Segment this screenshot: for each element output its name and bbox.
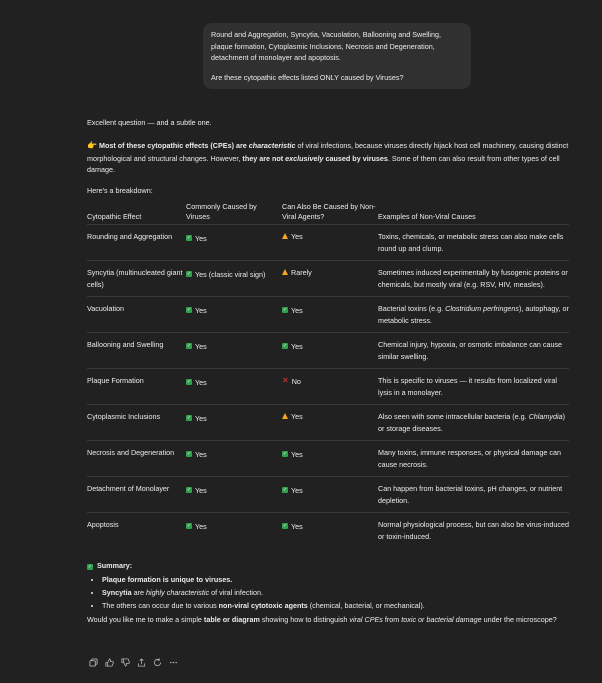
check-icon: ✓	[186, 523, 192, 530]
lead-t1: Most of these cytopathic effects (CPEs) are	[98, 141, 249, 151]
closing-t4: viral CPEs	[349, 615, 383, 625]
check-icon: ✓	[186, 487, 192, 494]
viral-cell	[186, 441, 282, 477]
lead-t3: of viral infections	[295, 141, 352, 151]
table-row	[87, 369, 569, 405]
lead-t7: caused by viruses	[323, 153, 388, 163]
viral-cell	[186, 405, 282, 441]
x-icon: ✕	[282, 376, 289, 386]
nonviral-cell	[282, 261, 378, 297]
check-icon: ✓	[282, 487, 288, 494]
cpe-table	[87, 202, 569, 548]
effect-cell: Necrosis and Degeneration	[87, 441, 186, 477]
header-effect: Cytopathic Effect	[87, 211, 142, 221]
table-row	[87, 261, 569, 297]
summary-b2-mid: are	[131, 587, 146, 597]
list-item	[102, 574, 573, 585]
viral-cell-text: Yes	[195, 522, 207, 532]
example-pre: Also seen with some intracellular bacteria (e.g.	[378, 412, 529, 422]
regenerate-icon[interactable]	[152, 657, 162, 667]
lead-t6: exclusively	[285, 153, 324, 163]
summary-b3-rest: (chemical, bacterial, or mechanical).	[307, 600, 425, 610]
nonviral-cell-status	[282, 305, 303, 317]
example-italic: Clostridium perfringens	[445, 304, 520, 314]
thumbs-up-icon[interactable]	[104, 657, 114, 667]
nonviral-cell-status	[282, 411, 303, 423]
check-icon: ✓	[282, 307, 288, 314]
summary-title: Summary:	[97, 561, 133, 571]
example-pre: Bacterial toxins (e.g.	[378, 304, 446, 314]
closing-t7: under the microscope?	[481, 615, 557, 625]
viral-cell-text: Yes	[195, 234, 207, 244]
closing-t1: Would you like me to make a simple	[87, 615, 204, 625]
nonviral-cell	[282, 441, 378, 477]
summary-b2-rest: of viral infection.	[209, 587, 264, 597]
nonviral-cell	[282, 405, 378, 441]
summary-b2-bold: Syncytia	[102, 587, 132, 597]
effect-cell: Syncytia (multinucleated giant cells)	[87, 261, 186, 297]
example-cell: Sometimes induced experimentally by fusogenic proteins or chemicals, but mostly viral (e.g. RSV, HIV, measles).	[378, 261, 569, 297]
check-icon: ✓	[186, 415, 192, 422]
nonviral-cell-text: Rarely	[291, 268, 312, 278]
table-row	[87, 477, 569, 513]
check-icon: ✓	[186, 379, 192, 386]
nonviral-cell-status	[282, 449, 303, 461]
effect-cell: Rounding and Aggregation	[87, 225, 186, 261]
nonviral-cell	[282, 297, 378, 333]
list-item	[102, 600, 573, 611]
example-cell: Many toxins, immune responses, or physical damage can cause necrosis.	[378, 441, 569, 477]
check-icon: ✓	[186, 451, 192, 458]
check-icon: ✓	[186, 271, 192, 278]
nonviral-cell-status	[282, 376, 301, 388]
closing-t6: toxic or bacterial damage	[401, 615, 482, 625]
effect-cell: Plaque Formation	[87, 369, 186, 405]
nonviral-cell	[282, 513, 378, 549]
user-message-line2: Are these cytopathic effects listed ONLY caused by Viruses?	[211, 72, 404, 82]
share-icon[interactable]	[136, 657, 146, 667]
viral-cell	[186, 333, 282, 369]
viral-cell	[186, 477, 282, 513]
nonviral-cell	[282, 225, 378, 261]
table-row	[87, 333, 569, 369]
nonviral-cell-text: Yes	[291, 306, 303, 316]
viral-cell-status	[186, 233, 207, 245]
warning-icon	[282, 233, 288, 239]
viral-cell-text: Yes	[195, 486, 207, 496]
table-row	[87, 441, 569, 477]
header-viral: Commonly Caused by Viruses	[186, 202, 257, 221]
nonviral-cell-text: Yes	[291, 342, 303, 352]
summary-section	[87, 560, 573, 611]
header-nonviral: Can Also Be Caused by Non-Viral Agents?	[282, 202, 376, 221]
viral-cell-status	[186, 521, 207, 533]
nonviral-cell-status	[282, 231, 303, 243]
viral-cell	[186, 513, 282, 549]
nonviral-cell-text: Yes	[291, 232, 303, 242]
table-header-row	[87, 202, 569, 225]
nonviral-cell-text: Yes	[291, 486, 303, 496]
viral-cell	[186, 261, 282, 297]
nonviral-cell-text: Yes	[291, 450, 303, 460]
closing-t3: showing how to distinguish	[259, 615, 350, 625]
check-icon: ✓	[186, 343, 192, 350]
summary-b3-pre: The others can occur due to various	[102, 600, 219, 610]
effect-cell: Detachment of Monolayer	[87, 477, 186, 513]
answer-lead	[87, 140, 573, 175]
effect-cell: Cytoplasmic Inclusions	[87, 405, 186, 441]
example-post: ) or storage diseases.	[378, 412, 565, 433]
nonviral-cell-text: Yes	[291, 522, 303, 532]
warning-icon	[282, 413, 288, 419]
example-cell	[378, 405, 569, 441]
user-message-line1: Round and Aggregation, Syncytia, Vacuolation, Ballooning and Swelling, plaque formation, Cytoplasmic Inclusions, Necrosis and Degeneration, detachment of monolayer and apoptosis.	[211, 30, 442, 63]
example-italic: Chlamydia	[528, 412, 563, 422]
table-row	[87, 297, 569, 333]
viral-cell-text: Yes	[195, 378, 207, 388]
nonviral-cell-text: Yes	[291, 412, 303, 422]
message-actions	[88, 657, 178, 667]
copy-icon[interactable]	[88, 657, 98, 667]
viral-cell-text: Yes	[195, 342, 207, 352]
viral-cell-status	[186, 341, 207, 353]
answer-intro: Excellent question — and a subtle one.	[87, 118, 212, 127]
assistant-answer	[87, 117, 573, 625]
example-cell: Toxins, chemicals, or metabolic stress can also make cells round up and clump.	[378, 225, 569, 261]
nonviral-cell	[282, 333, 378, 369]
viral-cell-text: Yes (classic viral sign)	[195, 270, 266, 280]
table-row	[87, 513, 569, 549]
summary-b2-it: highly characteristic	[145, 587, 210, 597]
nonviral-cell-text: No	[291, 377, 301, 387]
example-cell: Chemical injury, hypoxia, or osmotic imbalance can cause similar swelling.	[378, 333, 569, 369]
header-examples: Examples of Non-Viral Causes	[378, 211, 476, 221]
more-icon[interactable]	[168, 657, 178, 667]
viral-cell-status	[186, 377, 207, 389]
viral-cell-status	[186, 485, 207, 497]
summary-heading	[87, 560, 573, 571]
summary-b3-bold: non-viral cytotoxic agents	[218, 600, 308, 610]
pointing-hand-icon: 👉	[87, 141, 97, 151]
nonviral-cell	[282, 477, 378, 513]
effect-cell: Ballooning and Swelling	[87, 333, 186, 369]
nonviral-cell-status	[282, 521, 303, 533]
warning-icon	[282, 269, 288, 275]
closing-question	[87, 614, 573, 625]
example-cell: Can happen from bacterial toxins, pH changes, or nutrient depletion.	[378, 477, 569, 513]
lead-t8: . Some of them can also result from other types of cell damage.	[87, 153, 560, 174]
lead-t5: they are not	[242, 153, 286, 163]
viral-cell-status	[186, 413, 207, 425]
closing-t2: table or diagram	[203, 615, 260, 625]
nonviral-cell	[282, 369, 378, 405]
viral-cell-text: Yes	[195, 450, 207, 460]
lead-t2: characteristic	[248, 141, 296, 151]
example-cell: This is specific to viruses — it results from localized viral lysis in a monolayer.	[378, 369, 569, 405]
check-icon: ✓	[282, 451, 288, 458]
check-icon: ✓	[186, 235, 192, 242]
viral-cell	[186, 369, 282, 405]
effect-cell: Apoptosis	[87, 513, 186, 549]
example-cell: Normal physiological process, but can also be virus-induced or toxin-induced.	[378, 513, 569, 549]
example-cell	[378, 297, 569, 333]
nonviral-cell-status	[282, 341, 303, 353]
table-row	[87, 405, 569, 441]
viral-cell	[186, 297, 282, 333]
list-item	[102, 587, 573, 598]
summary-list	[87, 574, 573, 611]
viral-cell-status	[186, 269, 265, 281]
effect-cell: Vacuolation	[87, 297, 186, 333]
thumbs-down-icon[interactable]	[120, 657, 130, 667]
viral-cell	[186, 225, 282, 261]
example-post: ), autophagy, or metabolic stress.	[378, 304, 569, 325]
viral-cell-status	[186, 305, 207, 317]
closing-t5: from	[382, 615, 402, 625]
user-message-bubble	[203, 23, 471, 89]
check-icon: ✓	[282, 523, 288, 530]
check-icon: ✓	[186, 307, 192, 314]
viral-cell-text: Yes	[195, 306, 207, 316]
nonviral-cell-status	[282, 485, 303, 497]
lead-t4: , because viruses directly hijack host cell machinery, causing distinct morphological and structural changes. However,	[87, 141, 569, 163]
table-body	[87, 225, 569, 549]
check-icon: ✓	[282, 343, 288, 350]
nonviral-cell-status	[282, 267, 312, 279]
summary-b1-bold: Plaque formation is unique to viruses.	[102, 574, 233, 584]
viral-cell-status	[186, 449, 207, 461]
viral-cell-text: Yes	[195, 414, 207, 424]
breakdown-label: Here's a breakdown:	[87, 185, 153, 195]
table-row	[87, 225, 569, 261]
check-icon: ✓	[87, 564, 93, 571]
